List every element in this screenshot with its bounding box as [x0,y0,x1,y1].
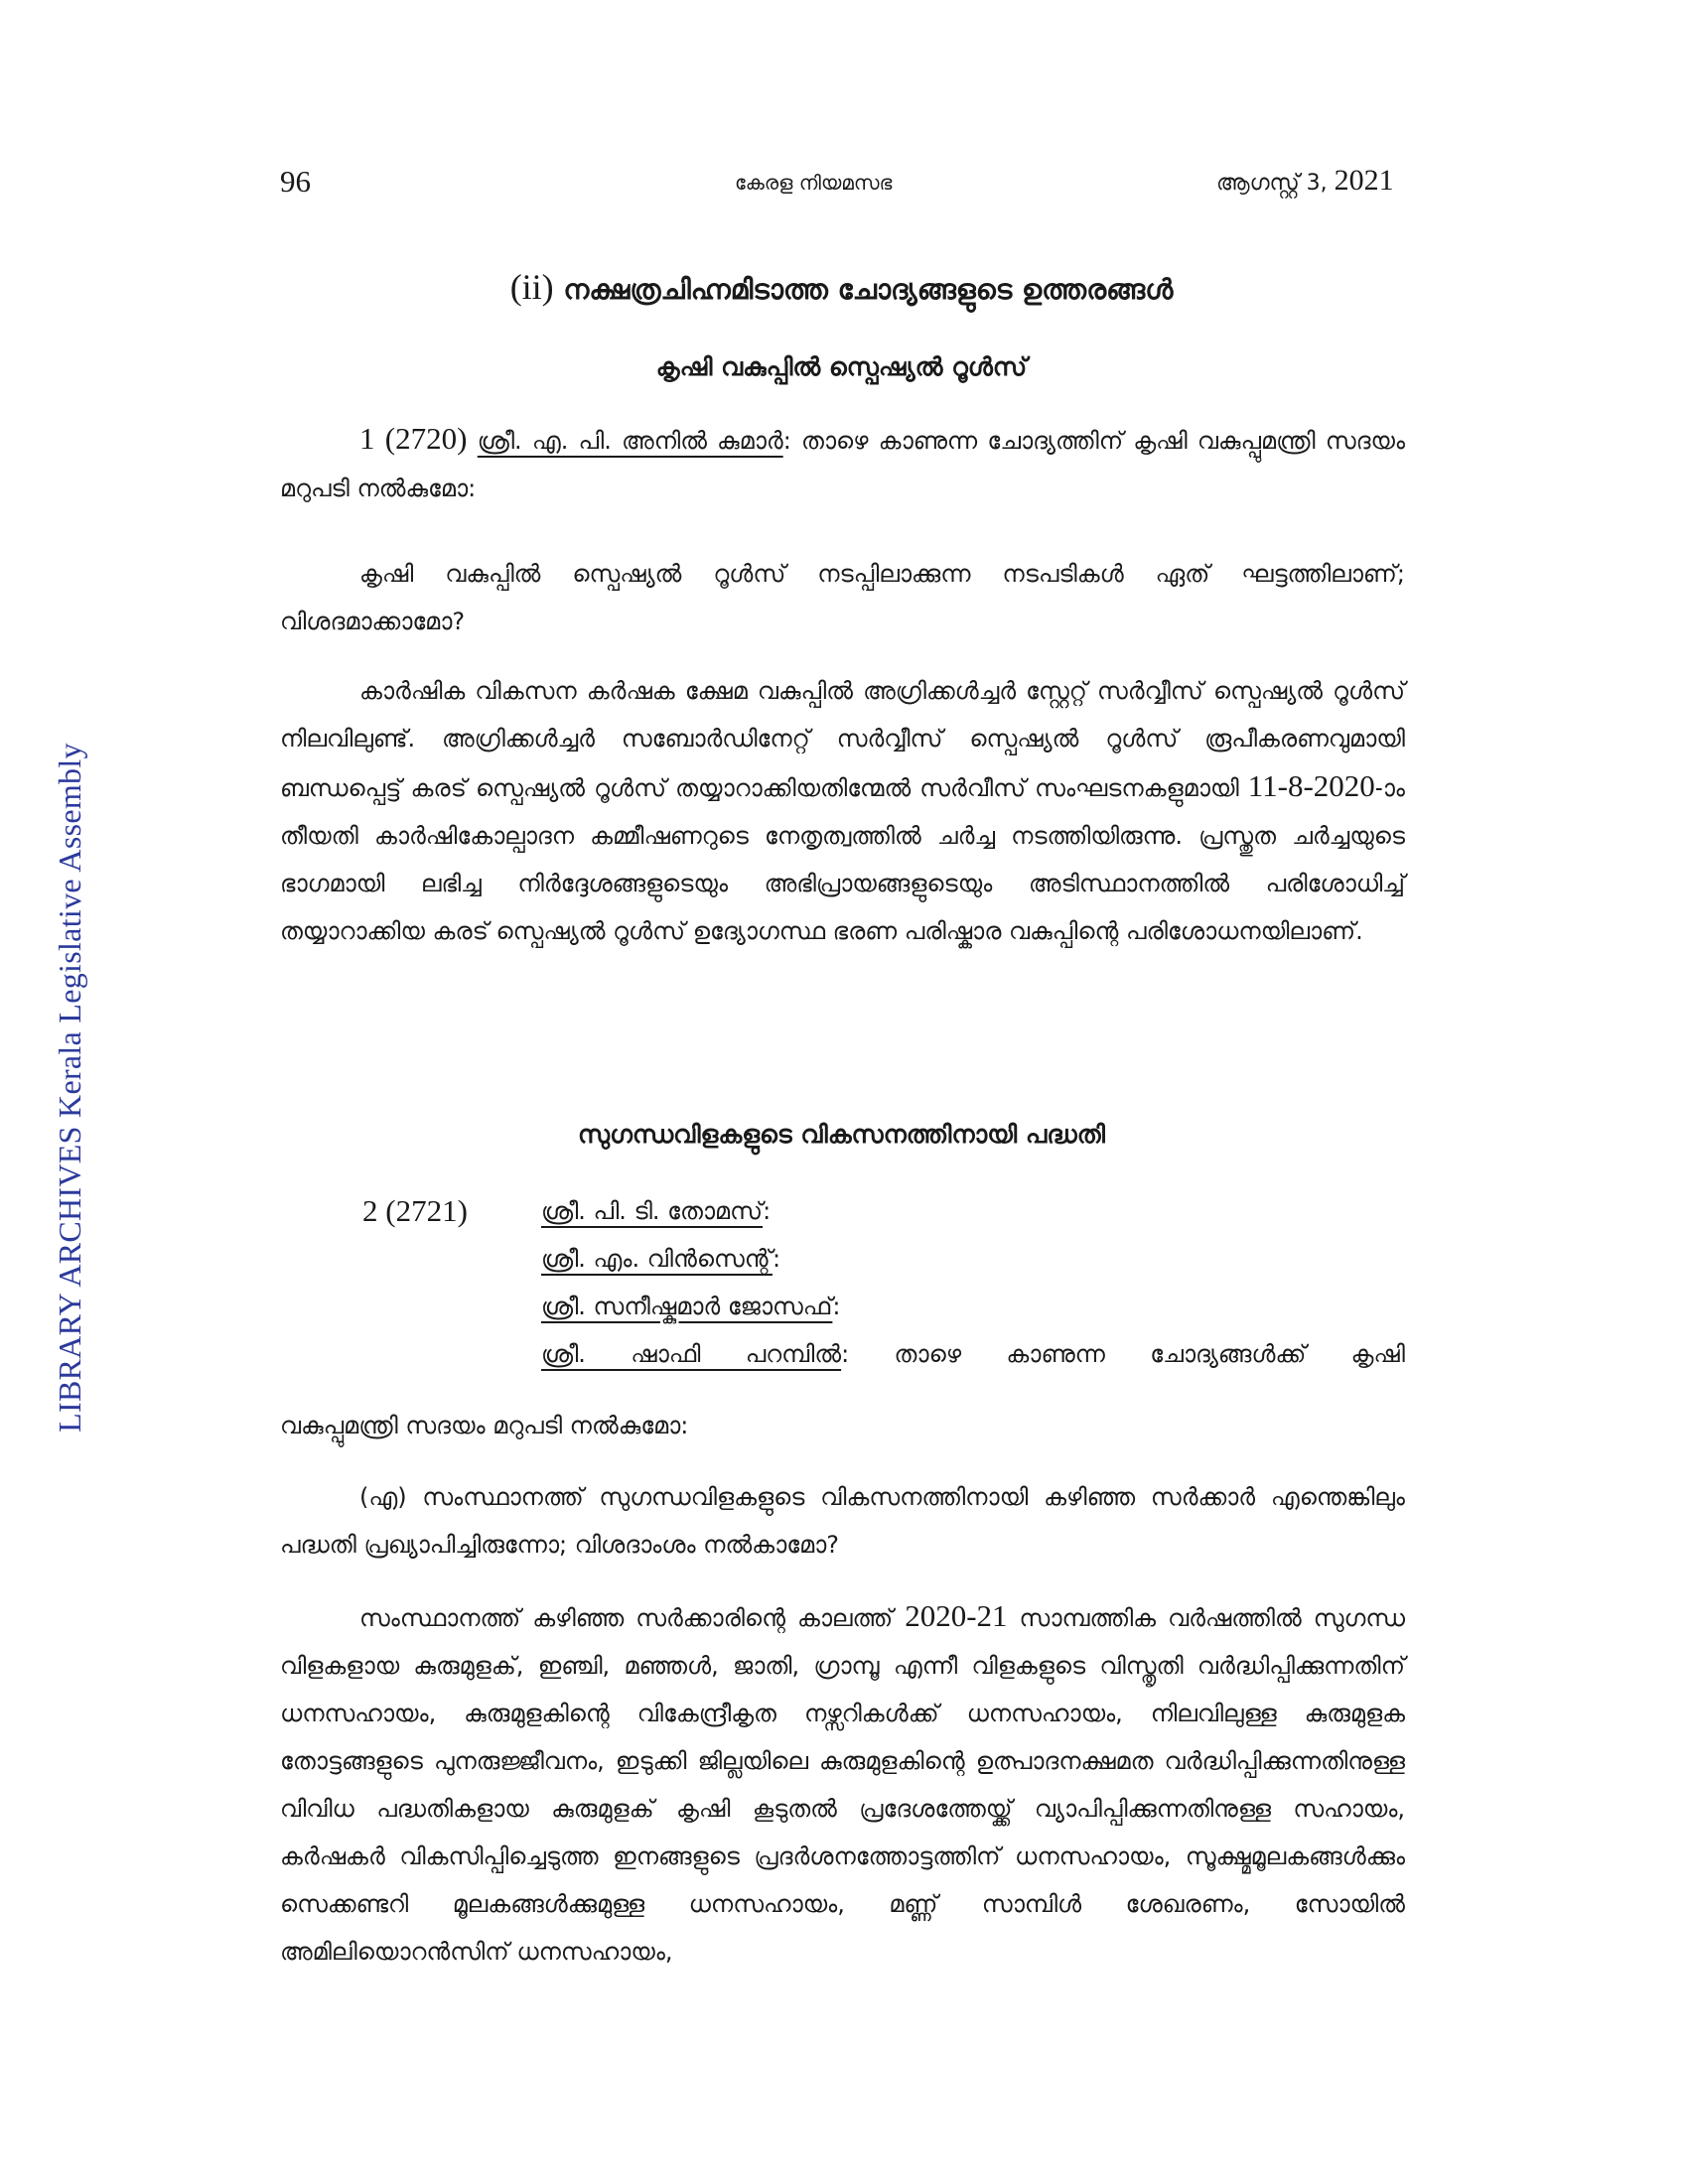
member-name-text: ശ്രീ. പി. ടി. തോമസ് [541,1197,764,1225]
question-1-answer-part2: -ാം തീയതി കാർഷികോല്പാദന കമ്മീഷണറുടെ നേതൃത്വത്തിൽ ചർച്ച നടത്തിയിരുന്നു. പ്രസ്തുത ചർച്ചയുടെ ഭാഗമായി ലഭിച്ച നിർദ്ദേശങ്ങളുടെയും അഭിപ്രായങ്ങളുടെയും അടിസ്ഥാനത്തിൽ പരിശോധിച്ച് തയ്യാറാക്കിയ കരട് സ്പെഷ്യൽ റൂൾസ് ഉദ്യോഗസ്ഥ ഭരണ പരിഷ്കാര വകുപ്പിന്റെ പരിശോധനയിലാണ്. [280,774,1405,945]
member-separator: : [763,1197,772,1225]
question-2-answer-year: 2020-21 [905,1598,1008,1633]
question-1-number: 1 (2720) [359,421,478,456]
watermark-text: LIBRARY ARCHIVES Kerala Legislative Assembly [51,742,87,1433]
question-2-intro-text: : താഴെ കാണുന്ന ചോദ്യങ്ങൾക്ക് കൃഷി [841,1340,1405,1368]
section-roman-numeral: (ii) [509,267,554,307]
section-heading [278,266,1405,308]
question-2-members [362,1187,1405,1378]
member-name-text: ശ്രീ. എം. വിൻസെന്റ് [541,1245,773,1273]
member-row [362,1235,1405,1283]
member-name-text: ശ്രീ. സനീഷ്കുമാർ ജോസഫ് [541,1293,833,1320]
question-1-answer-date: 11-8-2020 [1247,768,1375,803]
question-1-intro [280,415,1405,512]
member-name [541,1235,780,1283]
header-date-year: 2021 [1334,164,1394,197]
question-2-number: 2 (2721) [362,1193,468,1228]
question-1-answer-part1: കാർഷിക വികസന കർഷക ക്ഷേമ വകുപ്പിൽ അഗ്രിക്കൾച്ചർ സ്റ്റേറ്റ് സർവ്വീസ് സ്പെഷ്യൽ റൂൾസ് നിലവിലുണ്ട്. അഗ്രിക്കൾച്ചർ സബോർഡിനേറ്റ് സർവ്വീസ് സ്പെഷ്യൽ റൂൾസ് രൂപീകരണവുമായി ബന്ധപ്പെട്ട് കരട് സ്പെഷ്യൽ റൂൾസ് തയ്യാറാക്കിയതിന്മേൽ സർവീസ് സംഘടനകളുമായി [280,677,1405,802]
member-row [362,1187,1405,1235]
running-title: കേരള നിയമസഭ [735,171,893,195]
header-date [1216,164,1394,198]
question-2-answer [280,1592,1405,1976]
member-separator: : [832,1293,841,1320]
question-2-answer-part1: സംസ്ഥാനത്ത് കഴിഞ്ഞ സർക്കാരിന്റെ കാലത്ത് [359,1604,906,1632]
question-2-intro-continuation: വകുപ്പുമന്ത്രി സദയം മറുപടി നൽകുമോ: [280,1412,689,1439]
member-row [362,1283,1405,1330]
member-name-text: ശ്രീ. ഷാഫി പറമ്പിൽ [541,1340,842,1368]
member-name [541,1187,771,1235]
header-date-prefix: ആഗസ്റ്റ് 3, [1216,171,1335,196]
question-1-text: കൃഷി വകുപ്പിൽ സ്പെഷ്യൽ റൂൾസ് നടപ്പിലാക്കുന്ന നടപടികൾ ഏത് ഘട്ടത്തിലാണ്; വിശദമാക്കാമോ? [280,560,1405,635]
member-separator: : [772,1245,781,1273]
question-2-heading: സുഗന്ധവിളകളുടെ വികസനത്തിനായി പദ്ധതി [578,1120,1105,1149]
question-2-part-a: (എ) സംസ്ഥാനത്ത് സുഗന്ധവിളകളുടെ വികസനത്തിനായി കഴിഞ്ഞ സർക്കാർ എന്തെങ്കിലും പദ്ധതി പ്രഖ്യാപിച്ചിരുന്നോ; വിശദാംശം നൽകാമോ? [280,1483,1405,1559]
question-1-intro-text: : താഴെ കാണുന്ന ചോദ്യത്തിന് കൃഷി വകുപ്പുമന്ത്രി സദയം മറുപടി നൽകുമോ: [280,427,1406,502]
question-2-answer-part2: സാമ്പത്തിക വർഷത്തിൽ സുഗന്ധ വിളകളായ കുരുമുളക്, ഇഞ്ചി, മഞ്ഞൾ, ജാതി, ഗ്രാമ്പൂ എന്നീ വിളകളുടെ വിസ്തൃതി വർദ്ധിപ്പിക്കുന്നതിന് ധനസഹായം, കുരുമുളകിന്റെ വികേന്ദ്രീകൃത നഴ്സറികൾക്ക് ധനസഹായം, നിലവിലുള്ള കുരുമുളക തോട്ടങ്ങളുടെ പുനരുജ്ജീവനം, ഇടുക്കി ജില്ലയിലെ കുരുമുളകിന്റെ ഉത്പാദനക്ഷമത വർദ്ധിപ്പിക്കുന്നതിനുള്ള വിവിധ പദ്ധതികളായ കുരുമുളക് കൃഷി കൂടുതൽ പ്രദേശത്തേയ്ക്ക് വ്യാപിപ്പിക്കുന്നതിനുള്ള സഹായം, കർഷകർ വികസിപ്പിച്ചെടുത്ത ഇനങ്ങളുടെ പ്രദർശനത്തോട്ടത്തിന് ധനസഹായം, സൂക്ഷ്മമൂലകങ്ങൾക്കും സെക്കണ്ടറി മൂലകങ്ങൾക്കുമുള്ള ധനസഹായം, മണ്ണ് സാമ്പിൾ ശേഖരണം, സോയിൽ അമിലിയൊറൻസിന് ധനസഹായം, [280,1604,1405,1966]
archive-watermark [50,740,89,1434]
page-number: 96 [280,164,311,199]
section-title: നക്ഷത്രചിഹ്നമിടാത്ത ചോദ്യങ്ങളുടെ ഉത്തരങ്ങൾ [563,273,1174,306]
question-1-member: ശ്രീ. എ. പി. അനിൽ കുമാർ [477,427,783,455]
member-name [541,1330,1405,1378]
member-row [362,1330,1405,1378]
member-name [541,1283,840,1330]
question-1-answer [280,667,1405,955]
question-1-heading: കൃഷി വകുപ്പിൽ സ്പെഷ്യൽ റൂൾസ് [655,352,1028,381]
